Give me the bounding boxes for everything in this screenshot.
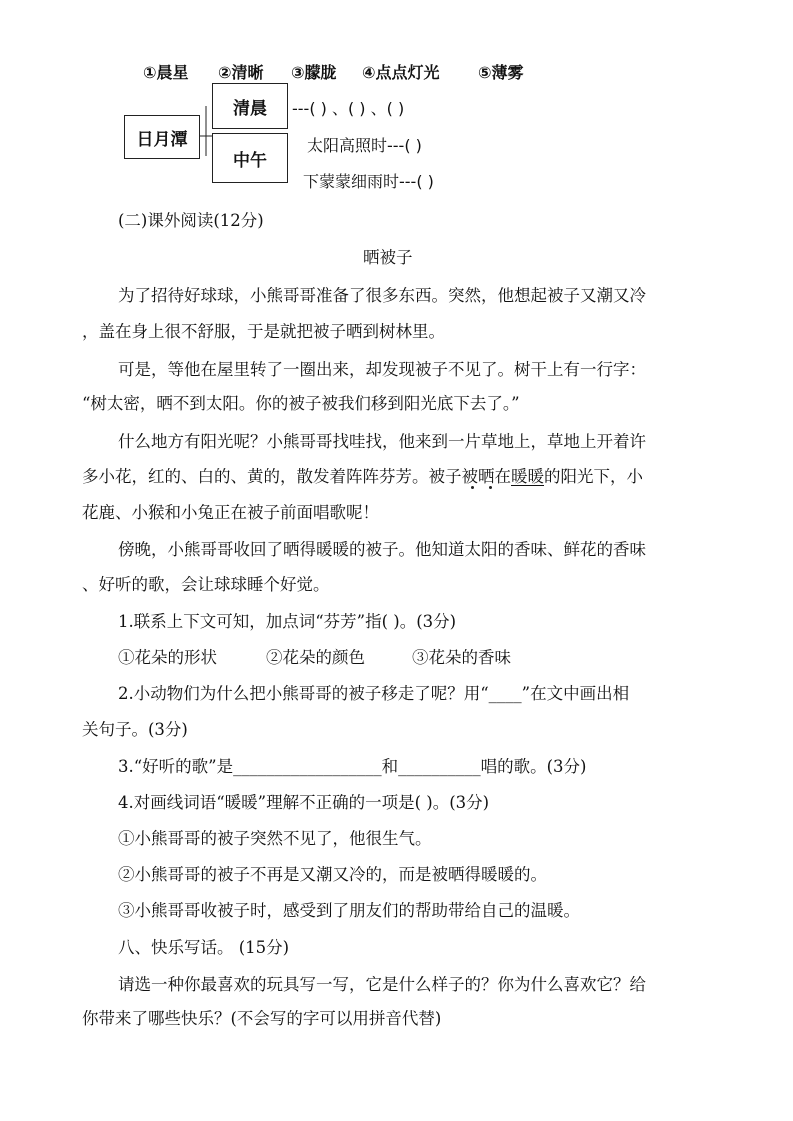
question-2-line2: 关句子。(3分): [82, 720, 188, 739]
story-p3-line2-end: 的阳光下，小: [544, 467, 643, 486]
section-reading-heading: (二)课外阅读(12分): [118, 211, 264, 230]
morning-blanks: ---( ) 、( ) 、( ): [292, 99, 405, 118]
box-morning: [212, 83, 288, 129]
story-p4-line1: 傍晚，小熊哥哥收回了晒得暖暖的被子。他知道太阳的香味、鲜花的香味: [118, 540, 646, 559]
story-title: 晒被子: [363, 248, 413, 267]
emphasis-dot-fen: [471, 486, 474, 489]
question-2-line1: 2.小动物们为什么把小熊哥哥的被子移走了呢？用“____”在文中画出相: [118, 684, 630, 703]
story-p2-line2: “树太密，晒不到太阳。你的被子被我们移到阳光底下去了。”: [82, 394, 520, 413]
box-noon: [212, 133, 288, 183]
box-morning-label: 清晨: [233, 98, 267, 119]
option-3: ③朦胧: [291, 63, 337, 82]
option-1: ①晨星: [143, 63, 189, 82]
q1-option-1: ①花朵的形状: [118, 648, 217, 667]
story-p2-line1: 可是，等他在屋里转了一圈出来，却发现被子不见了。树干上有一行字：: [118, 360, 646, 379]
story-p3-line1: 什么地方有阳光呢？小熊哥哥找哇找，他来到一片草地上，草地上开着许: [118, 432, 646, 451]
emphasis-dot-fang: [489, 486, 492, 489]
question-4-option-1: ①小熊哥哥的被子突然不见了，他很生气。: [118, 829, 432, 848]
story-p1-line1: 为了招待好球球，小熊哥哥准备了很多东西。突然，他想起被子又潮又冷: [118, 286, 646, 305]
underlined-word-nuannuan: 暖暖: [511, 467, 544, 486]
noon-blank-sunny: 太阳高照时---( ): [307, 136, 422, 155]
noon-blank-rain: 下蒙蒙细雨时---( ): [303, 172, 434, 191]
question-4: 4.对画线词语“暖暖”理解不正确的一项是( )。(3分): [118, 793, 490, 812]
story-p4-line2: 、好听的歌，会让球球睡个好觉。: [82, 575, 330, 594]
section-writing-heading: 八、快乐写话。 (15分): [118, 938, 290, 957]
q1-option-2: ②花朵的颜色: [266, 648, 365, 667]
writing-prompt-line1: 请选一种你最喜欢的玩具写一写，它是什么样子的？你为什么喜欢它？给: [118, 975, 646, 994]
option-2: ②清晰: [218, 63, 264, 82]
option-5: ⑤薄雾: [478, 63, 524, 82]
question-4-option-2: ②小熊哥哥的被子不再是又潮又冷的，而是被晒得暖暖的。: [118, 865, 547, 884]
question-1: 1.联系上下文可知，加点词“芬芳”指( )。(3分): [118, 612, 457, 631]
box-sun-moon-lake-label: 日月潭: [136, 129, 188, 150]
question-4-option-3: ③小熊哥哥收被子时，感受到了朋友们的帮助带给自己的温暖。: [118, 901, 580, 920]
story-p3-line3: 花鹿、小猴和小兔正在被子前面唱歌呢！: [82, 503, 379, 522]
story-p1-line2: ，盖在身上很不舒服，于是就把被子晒到树林里。: [82, 322, 445, 341]
story-p3-line2: [82, 463, 643, 487]
writing-prompt-line2: 你带来了哪些快乐？(不会写的字可以用拼音代替): [82, 1009, 442, 1028]
story-p3-line2-start: 多小花，红的、白的、黄的，散发着阵阵芬芳。被子被晒在: [82, 467, 511, 486]
q1-option-3: ③花朵的香味: [412, 648, 511, 667]
box-noon-label: 中午: [233, 150, 267, 171]
box-sun-moon-lake: [124, 115, 200, 159]
question-3: 3.“好听的歌”是__________________和__________唱的歌。(3分): [118, 757, 587, 776]
option-4: ④点点灯光: [362, 63, 440, 82]
